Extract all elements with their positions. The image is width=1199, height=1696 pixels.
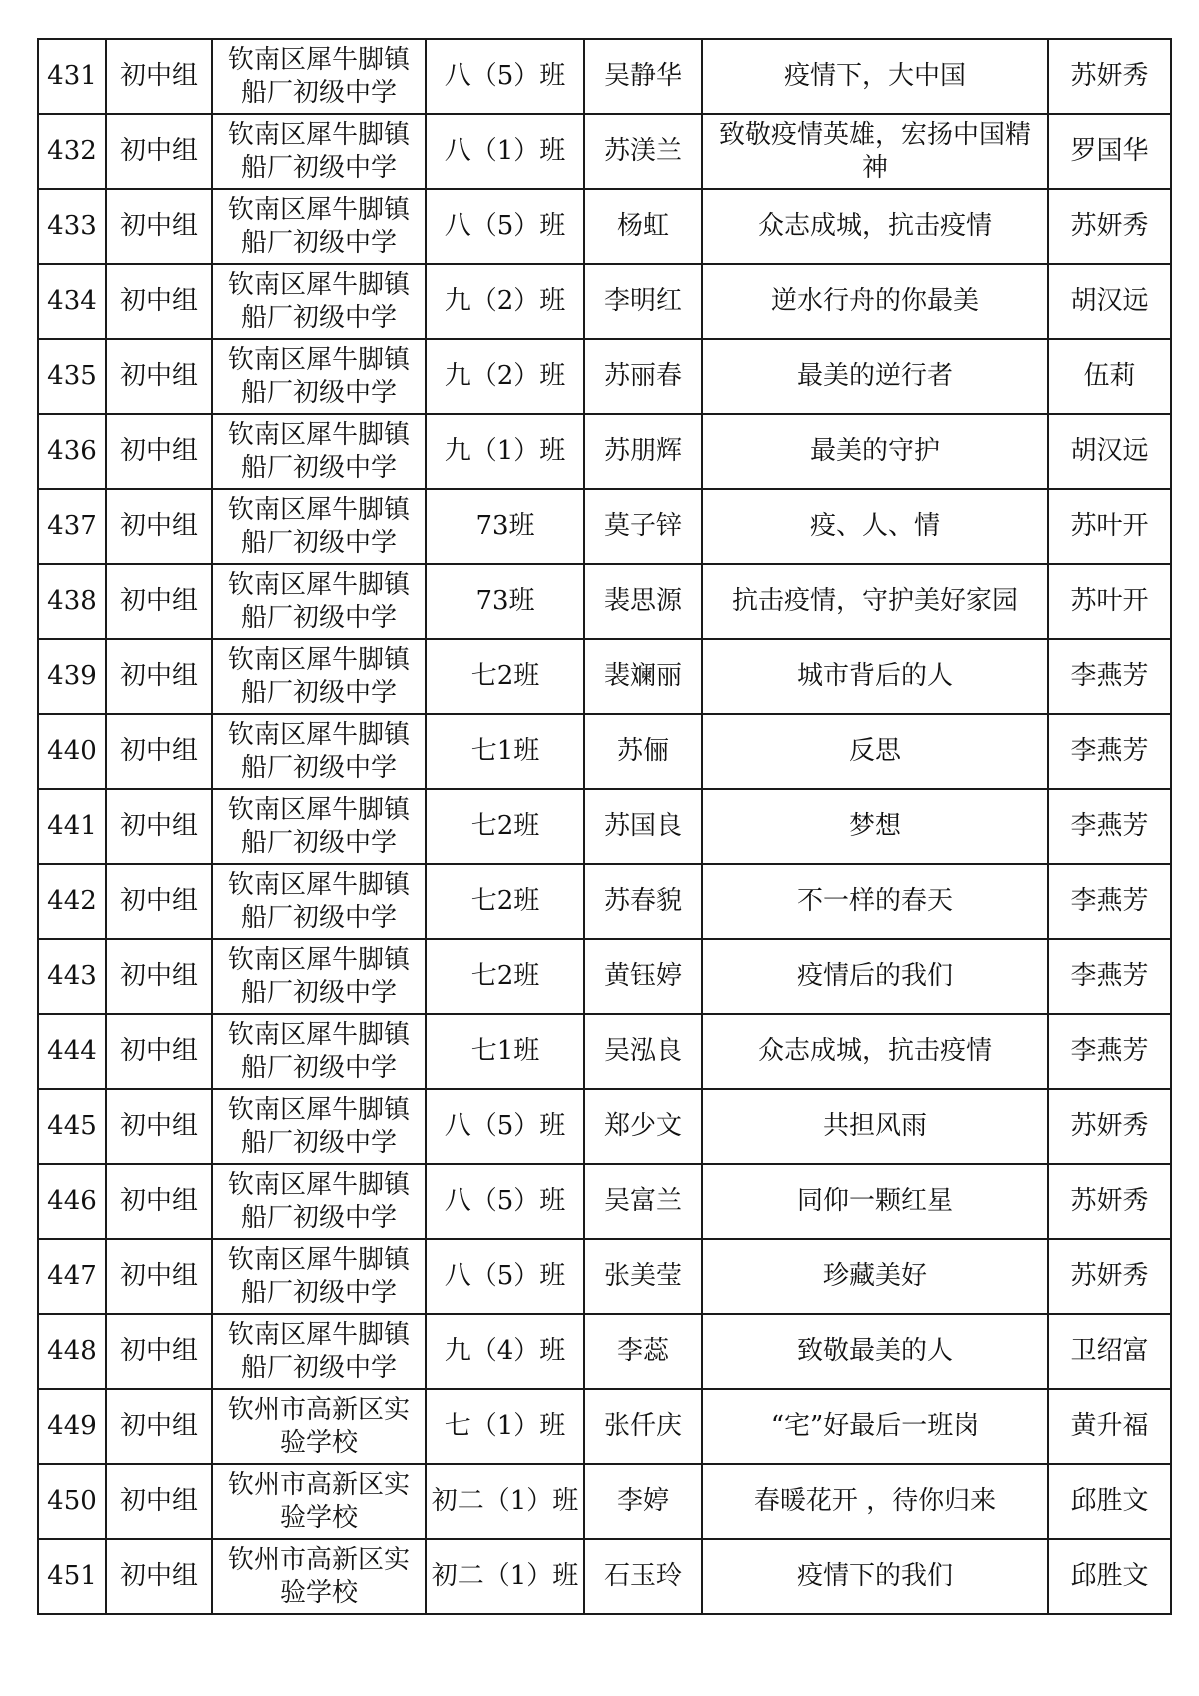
entry-number: 442 [38, 864, 106, 939]
entry-number: 446 [38, 1164, 106, 1239]
table-row [38, 1539, 1171, 1614]
group-cell: 初中组 [106, 1314, 212, 1389]
class-cell: 初二（1）班 [426, 1464, 584, 1539]
class-cell: 七2班 [426, 939, 584, 1014]
teacher-cell: 卫绍富 [1048, 1314, 1171, 1389]
teacher-cell: 罗国华 [1048, 114, 1171, 189]
title-cell: 不一样的春天 [702, 864, 1048, 939]
school-cell: 钦南区犀牛脚镇船厂初级中学 [212, 789, 426, 864]
entry-number: 439 [38, 639, 106, 714]
student-cell: 张美莹 [584, 1239, 702, 1314]
teacher-cell: 李燕芳 [1048, 714, 1171, 789]
group-cell: 初中组 [106, 339, 212, 414]
roster-table [37, 38, 1172, 1615]
student-cell: 裴斓丽 [584, 639, 702, 714]
title-cell: 疫情下的我们 [702, 1539, 1048, 1614]
student-cell: 莫子锌 [584, 489, 702, 564]
class-cell: 八（5）班 [426, 1239, 584, 1314]
student-cell: 李明红 [584, 264, 702, 339]
student-cell: 黄钰婷 [584, 939, 702, 1014]
class-cell: 九（2）班 [426, 339, 584, 414]
school-cell: 钦南区犀牛脚镇船厂初级中学 [212, 114, 426, 189]
group-cell: 初中组 [106, 639, 212, 714]
table-row [38, 1314, 1171, 1389]
title-cell: 最美的守护 [702, 414, 1048, 489]
group-cell: 初中组 [106, 1014, 212, 1089]
group-cell: 初中组 [106, 264, 212, 339]
title-cell: 众志成城，抗击疫情 [702, 189, 1048, 264]
school-cell: 钦南区犀牛脚镇船厂初级中学 [212, 39, 426, 114]
table-row [38, 564, 1171, 639]
student-cell: 苏春貌 [584, 864, 702, 939]
class-cell: 七1班 [426, 714, 584, 789]
entry-number: 434 [38, 264, 106, 339]
class-cell: 八（5）班 [426, 1089, 584, 1164]
teacher-cell: 邱胜文 [1048, 1464, 1171, 1539]
school-cell: 钦南区犀牛脚镇船厂初级中学 [212, 1089, 426, 1164]
teacher-cell: 苏叶开 [1048, 564, 1171, 639]
entry-number: 436 [38, 414, 106, 489]
group-cell: 初中组 [106, 1164, 212, 1239]
table-row [38, 789, 1171, 864]
title-cell: 春暖花开 ，待你归来 [702, 1464, 1048, 1539]
table-row [38, 489, 1171, 564]
group-cell: 初中组 [106, 1389, 212, 1464]
student-cell: 苏渼兰 [584, 114, 702, 189]
title-cell: 共担风雨 [702, 1089, 1048, 1164]
entry-number: 451 [38, 1539, 106, 1614]
title-cell: 抗击疫情，守护美好家园 [702, 564, 1048, 639]
entry-number: 449 [38, 1389, 106, 1464]
group-cell: 初中组 [106, 1539, 212, 1614]
title-cell: 疫情下，大中国 [702, 39, 1048, 114]
entry-number: 432 [38, 114, 106, 189]
table-row [38, 1089, 1171, 1164]
entry-number: 433 [38, 189, 106, 264]
school-cell: 钦南区犀牛脚镇船厂初级中学 [212, 1164, 426, 1239]
teacher-cell: 胡汉远 [1048, 414, 1171, 489]
title-cell: “宅”好最后一班岗 [702, 1389, 1048, 1464]
table-row [38, 1389, 1171, 1464]
title-cell: 疫情后的我们 [702, 939, 1048, 1014]
title-cell: 珍藏美好 [702, 1239, 1048, 1314]
group-cell: 初中组 [106, 489, 212, 564]
table-row [38, 864, 1171, 939]
table-row [38, 114, 1171, 189]
group-cell: 初中组 [106, 864, 212, 939]
school-cell: 钦州市高新区实验学校 [212, 1539, 426, 1614]
entry-number: 443 [38, 939, 106, 1014]
entry-number: 450 [38, 1464, 106, 1539]
group-cell: 初中组 [106, 1239, 212, 1314]
student-cell: 李婷 [584, 1464, 702, 1539]
student-cell: 吴静华 [584, 39, 702, 114]
roster-body [38, 39, 1171, 1614]
teacher-cell: 苏妍秀 [1048, 1164, 1171, 1239]
school-cell: 钦南区犀牛脚镇船厂初级中学 [212, 939, 426, 1014]
table-row [38, 1164, 1171, 1239]
class-cell: 九（2）班 [426, 264, 584, 339]
class-cell: 73班 [426, 489, 584, 564]
table-row [38, 264, 1171, 339]
class-cell: 八（5）班 [426, 189, 584, 264]
entry-number: 437 [38, 489, 106, 564]
teacher-cell: 李燕芳 [1048, 789, 1171, 864]
entry-number: 438 [38, 564, 106, 639]
teacher-cell: 苏妍秀 [1048, 189, 1171, 264]
school-cell: 钦南区犀牛脚镇船厂初级中学 [212, 339, 426, 414]
class-cell: 八（5）班 [426, 1164, 584, 1239]
title-cell: 最美的逆行者 [702, 339, 1048, 414]
entry-number: 448 [38, 1314, 106, 1389]
table-row [38, 714, 1171, 789]
entry-number: 447 [38, 1239, 106, 1314]
group-cell: 初中组 [106, 1089, 212, 1164]
group-cell: 初中组 [106, 789, 212, 864]
school-cell: 钦南区犀牛脚镇船厂初级中学 [212, 414, 426, 489]
school-cell: 钦州市高新区实验学校 [212, 1464, 426, 1539]
class-cell: 九（1）班 [426, 414, 584, 489]
table-row [38, 414, 1171, 489]
group-cell: 初中组 [106, 1464, 212, 1539]
school-cell: 钦州市高新区实验学校 [212, 1389, 426, 1464]
table-row [38, 1464, 1171, 1539]
table-row [38, 939, 1171, 1014]
class-cell: 73班 [426, 564, 584, 639]
school-cell: 钦南区犀牛脚镇船厂初级中学 [212, 1314, 426, 1389]
student-cell: 杨虹 [584, 189, 702, 264]
teacher-cell: 苏叶开 [1048, 489, 1171, 564]
class-cell: 七（1）班 [426, 1389, 584, 1464]
school-cell: 钦南区犀牛脚镇船厂初级中学 [212, 639, 426, 714]
class-cell: 七1班 [426, 1014, 584, 1089]
school-cell: 钦南区犀牛脚镇船厂初级中学 [212, 189, 426, 264]
table-row [38, 1239, 1171, 1314]
title-cell: 众志成城，抗击疫情 [702, 1014, 1048, 1089]
school-cell: 钦南区犀牛脚镇船厂初级中学 [212, 264, 426, 339]
teacher-cell: 李燕芳 [1048, 1014, 1171, 1089]
school-cell: 钦南区犀牛脚镇船厂初级中学 [212, 714, 426, 789]
title-cell: 同仰一颗红星 [702, 1164, 1048, 1239]
class-cell: 七2班 [426, 864, 584, 939]
student-cell: 苏丽春 [584, 339, 702, 414]
teacher-cell: 苏妍秀 [1048, 1239, 1171, 1314]
student-cell: 吴富兰 [584, 1164, 702, 1239]
title-cell: 梦想 [702, 789, 1048, 864]
entry-number: 435 [38, 339, 106, 414]
teacher-cell: 李燕芳 [1048, 864, 1171, 939]
school-cell: 钦南区犀牛脚镇船厂初级中学 [212, 1014, 426, 1089]
class-cell: 七2班 [426, 789, 584, 864]
teacher-cell: 胡汉远 [1048, 264, 1171, 339]
student-cell: 吴泓良 [584, 1014, 702, 1089]
student-cell: 石玉玲 [584, 1539, 702, 1614]
table-row [38, 639, 1171, 714]
group-cell: 初中组 [106, 714, 212, 789]
student-cell: 苏俪 [584, 714, 702, 789]
group-cell: 初中组 [106, 939, 212, 1014]
teacher-cell: 黄升福 [1048, 1389, 1171, 1464]
title-cell: 反思 [702, 714, 1048, 789]
group-cell: 初中组 [106, 414, 212, 489]
title-cell: 城市背后的人 [702, 639, 1048, 714]
entry-number: 440 [38, 714, 106, 789]
teacher-cell: 李燕芳 [1048, 939, 1171, 1014]
teacher-cell: 苏妍秀 [1048, 39, 1171, 114]
title-cell: 疫、人、情 [702, 489, 1048, 564]
student-cell: 裴思源 [584, 564, 702, 639]
table-row [38, 339, 1171, 414]
school-cell: 钦南区犀牛脚镇船厂初级中学 [212, 489, 426, 564]
teacher-cell: 李燕芳 [1048, 639, 1171, 714]
teacher-cell: 伍莉 [1048, 339, 1171, 414]
group-cell: 初中组 [106, 114, 212, 189]
class-cell: 九（4）班 [426, 1314, 584, 1389]
title-cell: 致敬最美的人 [702, 1314, 1048, 1389]
school-cell: 钦南区犀牛脚镇船厂初级中学 [212, 564, 426, 639]
title-cell: 逆水行舟的你最美 [702, 264, 1048, 339]
group-cell: 初中组 [106, 39, 212, 114]
table-row [38, 189, 1171, 264]
school-cell: 钦南区犀牛脚镇船厂初级中学 [212, 1239, 426, 1314]
table-row [38, 1014, 1171, 1089]
student-cell: 张仟庆 [584, 1389, 702, 1464]
entry-number: 445 [38, 1089, 106, 1164]
student-cell: 李蕊 [584, 1314, 702, 1389]
teacher-cell: 苏妍秀 [1048, 1089, 1171, 1164]
school-cell: 钦南区犀牛脚镇船厂初级中学 [212, 864, 426, 939]
entry-number: 444 [38, 1014, 106, 1089]
group-cell: 初中组 [106, 564, 212, 639]
teacher-cell: 邱胜文 [1048, 1539, 1171, 1614]
entry-number: 431 [38, 39, 106, 114]
title-cell: 致敬疫情英雄，宏扬中国精神 [702, 114, 1048, 189]
student-cell: 苏朋辉 [584, 414, 702, 489]
student-cell: 苏国良 [584, 789, 702, 864]
entry-number: 441 [38, 789, 106, 864]
class-cell: 七2班 [426, 639, 584, 714]
table-row [38, 39, 1171, 114]
group-cell: 初中组 [106, 189, 212, 264]
student-cell: 郑少文 [584, 1089, 702, 1164]
class-cell: 初二（1）班 [426, 1539, 584, 1614]
class-cell: 八（5）班 [426, 39, 584, 114]
class-cell: 八（1）班 [426, 114, 584, 189]
